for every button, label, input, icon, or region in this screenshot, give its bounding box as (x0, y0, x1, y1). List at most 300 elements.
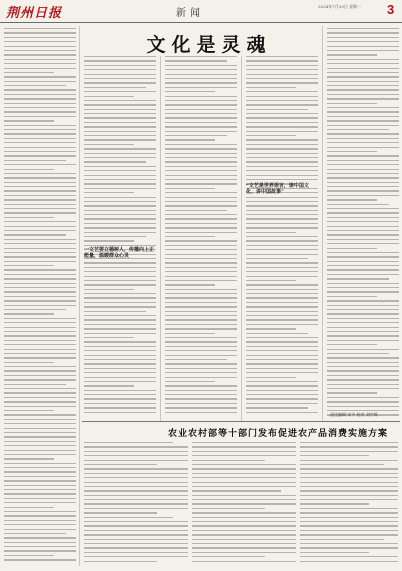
text-line (300, 552, 369, 553)
text-line (84, 96, 134, 97)
text-line (246, 74, 318, 75)
text-line (4, 248, 76, 249)
column-divider (241, 56, 242, 421)
text-line (84, 451, 188, 452)
text-line (165, 153, 237, 154)
text-line (4, 454, 76, 455)
text-line (246, 249, 318, 250)
text-line (84, 328, 156, 329)
text-line (327, 287, 399, 288)
text-line (300, 534, 398, 535)
text-line (165, 96, 237, 97)
text-line (300, 503, 369, 504)
text-line (4, 489, 76, 490)
text-line (165, 276, 237, 277)
text-line (4, 335, 76, 336)
text-line (4, 120, 54, 121)
text-line (327, 72, 399, 73)
text-line (4, 278, 76, 279)
text-line (4, 340, 76, 341)
bottom-article-column-1 (84, 442, 188, 567)
text-line (4, 291, 76, 292)
text-line (246, 232, 296, 233)
text-line (327, 353, 389, 354)
text-line (165, 175, 237, 176)
text-line (4, 208, 76, 209)
text-line (84, 311, 146, 312)
text-line (246, 385, 318, 386)
text-line (4, 169, 54, 170)
text-line (84, 508, 188, 509)
text-line (165, 368, 237, 369)
text-line (327, 406, 399, 407)
text-line (165, 214, 237, 215)
text-line (246, 96, 318, 97)
text-line (84, 468, 188, 469)
text-line (84, 122, 156, 123)
text-line (4, 103, 76, 104)
text-line (327, 195, 399, 196)
text-line (4, 357, 76, 358)
text-line (84, 482, 188, 483)
text-line (165, 201, 237, 202)
text-line (4, 436, 76, 437)
text-line (84, 60, 156, 61)
text-line (4, 392, 76, 393)
text-line (4, 370, 76, 371)
text-line (192, 464, 296, 465)
text-line (165, 355, 237, 356)
text-line (300, 556, 398, 557)
text-line (165, 126, 237, 127)
text-line (84, 350, 156, 351)
text-line (327, 243, 399, 244)
text-line (84, 377, 156, 378)
text-line (327, 217, 399, 218)
text-line (84, 543, 188, 544)
text-line (4, 274, 76, 275)
text-line (84, 486, 188, 487)
text-line (4, 41, 76, 42)
text-line (4, 164, 76, 165)
text-line (165, 319, 237, 320)
text-line (327, 37, 399, 38)
text-line (246, 276, 318, 277)
text-line (84, 381, 156, 382)
text-line (4, 133, 76, 134)
text-line (327, 133, 399, 134)
text-line (165, 91, 215, 92)
text-line (165, 306, 237, 307)
text-line (327, 89, 399, 90)
text-line (192, 477, 296, 478)
text-line (246, 372, 318, 373)
text-line (327, 340, 399, 341)
text-line (4, 37, 76, 38)
text-line (84, 503, 188, 504)
text-line (84, 240, 134, 241)
text-line (84, 517, 173, 518)
text-line (4, 63, 76, 64)
text-line (4, 283, 76, 284)
text-line (192, 499, 296, 500)
text-line (246, 117, 318, 118)
text-line (4, 252, 76, 253)
text-line (84, 148, 156, 149)
text-line (4, 480, 76, 481)
text-line (327, 177, 399, 178)
text-line (84, 157, 156, 158)
text-line (165, 223, 237, 224)
text-line (4, 186, 76, 187)
article-column-2 (84, 56, 156, 421)
text-line (4, 476, 76, 477)
text-line (300, 530, 398, 531)
text-line (4, 190, 76, 191)
page-number: 3 (387, 2, 395, 17)
text-line (4, 287, 76, 288)
text-line (246, 104, 318, 105)
text-line (192, 556, 265, 557)
text-line (84, 355, 156, 356)
text-line (4, 195, 76, 196)
text-line (165, 372, 237, 373)
article-column-5 (327, 28, 399, 421)
text-line (84, 126, 156, 127)
text-line (192, 482, 296, 483)
text-line (165, 183, 237, 184)
text-line (246, 157, 318, 158)
text-line (4, 559, 76, 560)
text-line (84, 297, 156, 298)
text-line (84, 223, 156, 224)
text-line (327, 318, 399, 319)
text-line (327, 76, 399, 77)
text-line (300, 482, 398, 483)
text-line (327, 160, 399, 161)
text-line (165, 258, 237, 259)
text-line (327, 164, 399, 165)
text-line (4, 81, 76, 82)
text-line (327, 283, 399, 284)
text-line (300, 490, 398, 491)
text-line (327, 59, 399, 60)
text-line (246, 78, 318, 79)
text-line (4, 498, 76, 499)
text-line (84, 78, 156, 79)
text-line (4, 441, 76, 442)
text-line (165, 350, 237, 351)
text-line (4, 296, 76, 297)
text-line (165, 227, 237, 228)
text-line (327, 265, 399, 266)
text-line (300, 508, 398, 509)
text-line (192, 468, 296, 469)
text-line (4, 542, 76, 543)
text-line (192, 446, 296, 447)
text-line (165, 289, 237, 290)
text-line (4, 555, 54, 556)
text-line (327, 397, 399, 398)
text-line (246, 245, 318, 246)
text-line (327, 125, 399, 126)
text-line (4, 533, 66, 534)
text-line (84, 525, 188, 526)
text-line (165, 245, 237, 246)
text-line (165, 363, 237, 364)
text-line (165, 315, 237, 316)
text-line (4, 379, 76, 380)
text-line (84, 153, 156, 154)
text-line (4, 98, 76, 99)
text-line (192, 495, 296, 496)
text-line (327, 212, 399, 213)
text-line (327, 384, 399, 385)
text-line (84, 175, 156, 176)
text-line (84, 512, 157, 513)
text-line (84, 192, 134, 193)
text-line (246, 341, 318, 342)
text-line (246, 311, 318, 312)
text-line (84, 139, 156, 140)
text-line (84, 398, 156, 399)
text-line (84, 293, 156, 294)
text-line (4, 221, 76, 222)
text-line (327, 111, 399, 112)
text-line (192, 547, 296, 548)
text-line (327, 50, 399, 51)
text-line (4, 322, 76, 323)
text-line (4, 406, 76, 407)
text-line (300, 512, 398, 513)
text-line (4, 32, 76, 33)
text-line (84, 170, 156, 171)
text-line (192, 490, 281, 491)
text-line (327, 252, 399, 253)
text-line (4, 537, 76, 538)
text-line (4, 349, 76, 350)
text-line (165, 359, 227, 360)
text-line (246, 135, 296, 136)
text-line (4, 515, 76, 516)
text-line (165, 249, 237, 250)
text-line (165, 381, 215, 382)
text-line (246, 363, 318, 364)
text-line (84, 346, 156, 347)
text-line (4, 362, 54, 363)
text-line (246, 236, 318, 237)
text-line (246, 381, 318, 382)
text-line (84, 495, 188, 496)
text-line (327, 138, 399, 139)
text-line (84, 271, 156, 272)
text-line (246, 350, 318, 351)
text-line (84, 556, 188, 557)
text-line (4, 256, 76, 257)
text-line (327, 379, 399, 380)
text-line (192, 442, 296, 443)
text-line (300, 543, 398, 544)
text-line (165, 328, 237, 329)
text-line (246, 403, 318, 404)
text-line (84, 442, 173, 443)
text-line (246, 223, 318, 224)
text-line (165, 412, 237, 413)
text-line (246, 170, 318, 171)
text-line (84, 201, 156, 202)
text-line (84, 534, 188, 535)
text-line (4, 423, 76, 424)
text-line (4, 199, 76, 200)
text-line (84, 87, 146, 88)
text-line (246, 113, 318, 114)
text-line (246, 100, 318, 101)
text-line (327, 313, 399, 314)
text-line (327, 261, 399, 262)
text-line (246, 109, 308, 110)
text-line (84, 464, 157, 465)
text-line (84, 267, 156, 268)
text-line (246, 148, 318, 149)
text-line (192, 530, 296, 531)
text-line (327, 392, 377, 393)
text-line (246, 319, 318, 320)
text-line (4, 305, 76, 306)
text-line (246, 210, 318, 211)
text-line (300, 486, 398, 487)
text-line (327, 291, 399, 292)
text-line (327, 120, 399, 121)
text-line (165, 341, 237, 342)
text-line (327, 107, 399, 108)
text-line (84, 539, 188, 540)
text-line (165, 157, 237, 158)
text-line (327, 248, 377, 249)
text-line (4, 50, 76, 51)
text-line (84, 276, 156, 277)
text-line (4, 366, 76, 367)
text-line (246, 280, 296, 281)
text-line (246, 390, 318, 391)
text-line (165, 394, 237, 395)
text-line (246, 293, 318, 294)
text-line (300, 451, 398, 452)
text-line (327, 296, 377, 297)
text-line (192, 534, 296, 535)
text-line (246, 122, 318, 123)
text-line (165, 148, 237, 149)
text-line (246, 254, 318, 255)
text-line (192, 543, 296, 544)
text-line (327, 169, 399, 170)
text-line (192, 455, 296, 456)
text-line (4, 524, 76, 525)
text-line (246, 289, 318, 290)
text-line (165, 398, 237, 399)
text-line (327, 274, 399, 275)
text-line (165, 192, 237, 193)
text-line (246, 87, 296, 88)
text-line (165, 284, 215, 285)
text-line (84, 490, 188, 491)
text-line (84, 547, 188, 548)
text-line (84, 324, 156, 325)
text-line (4, 445, 76, 446)
text-line (84, 280, 156, 281)
text-line (165, 161, 237, 162)
text-line (4, 520, 76, 521)
text-line (84, 333, 156, 334)
text-line (300, 561, 398, 562)
text-line (84, 179, 156, 180)
text-line (165, 280, 237, 281)
text-line (165, 69, 237, 70)
text-line (4, 414, 76, 415)
text-line (165, 117, 237, 118)
text-line (165, 333, 215, 334)
text-line (246, 56, 318, 57)
text-line (4, 72, 54, 73)
text-line (165, 271, 237, 272)
text-line (192, 473, 296, 474)
text-line (246, 126, 318, 127)
text-line (4, 353, 76, 354)
text-line (165, 403, 237, 404)
text-line (84, 455, 188, 456)
text-line (165, 65, 237, 66)
text-line (246, 65, 318, 66)
text-line (84, 552, 188, 553)
text-line (327, 94, 399, 95)
text-line (84, 341, 156, 342)
text-line (165, 390, 237, 391)
text-line (4, 529, 76, 530)
text-line (84, 412, 156, 413)
text-line (327, 305, 399, 306)
text-line (327, 182, 399, 183)
text-line (165, 74, 237, 75)
text-line (192, 451, 296, 452)
text-line (84, 109, 156, 110)
column-divider (322, 26, 323, 421)
text-line (327, 98, 399, 99)
text-line (84, 477, 188, 478)
text-line (300, 525, 398, 526)
text-line (246, 394, 318, 395)
text-line (327, 116, 399, 117)
text-line (4, 94, 76, 95)
text-line (327, 190, 399, 191)
column-divider (160, 56, 161, 421)
text-line (4, 147, 76, 148)
text-line (84, 218, 156, 219)
text-line (4, 432, 76, 433)
masthead (0, 0, 402, 23)
text-line (327, 208, 399, 209)
text-line (246, 284, 318, 285)
text-line (327, 401, 399, 402)
text-line (165, 337, 237, 338)
text-line (327, 226, 399, 227)
text-line (84, 394, 156, 395)
text-line (4, 151, 76, 152)
text-line (165, 166, 237, 167)
text-line (4, 142, 76, 143)
text-line (165, 232, 237, 233)
text-line (4, 375, 76, 376)
text-line (300, 547, 398, 548)
text-line (4, 54, 76, 55)
